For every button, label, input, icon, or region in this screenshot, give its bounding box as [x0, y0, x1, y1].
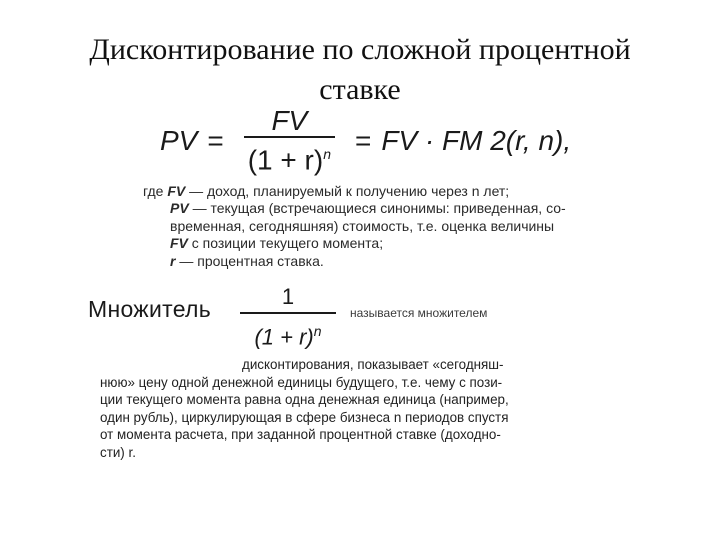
paragraph-line: ции текущего момента равна одна денежная единица (например,: [100, 392, 509, 407]
def-symbol: FV: [167, 183, 186, 199]
paragraph-line: сти) r.: [100, 444, 136, 460]
multiplier-denominator: [254, 316, 321, 352]
multiplier-numerator: 1: [281, 284, 295, 309]
explanation-paragraph: [100, 356, 530, 461]
def-prefix: где: [143, 183, 168, 199]
def-symbol: r: [170, 252, 176, 269]
def-text: с позиции текущего момента;: [187, 235, 384, 252]
multiplier-den-base: (1 + r): [254, 324, 314, 350]
def-text: — доход, планируемый к получению через n лет;: [185, 183, 510, 199]
pv-formula: [160, 104, 572, 176]
multiplier-label: Множитель: [88, 296, 212, 322]
formula-equals-2: =: [354, 125, 372, 156]
def-symbol: PV: [170, 200, 189, 217]
paragraph-line: от момента расчета, при заданной процентной ставке (доходно-: [100, 427, 501, 442]
title-line-1: Дисконтирование по сложной процентной: [89, 33, 631, 66]
definitions-block: [143, 183, 613, 270]
formula-equals-1: =: [207, 125, 224, 156]
definition-row: [143, 253, 613, 270]
title-line-2: ставке: [319, 73, 401, 106]
formula-denominator: [244, 138, 335, 176]
formula-den-exp: n: [323, 145, 331, 162]
fraction-bar: [240, 312, 336, 314]
definition-row: [143, 235, 613, 252]
definition-row: [143, 183, 613, 200]
def-text: временная, сегодняшняя) стоимость, т.е. оценка величины: [170, 217, 555, 234]
formula-lhs: PV: [160, 125, 198, 156]
formula-fraction: [244, 106, 335, 176]
formula-den-base: (1 + r): [247, 144, 324, 176]
multiplier-caption: называется множителем: [350, 306, 488, 320]
multiplier-den-exp: n: [313, 323, 322, 339]
paragraph-line: дисконтирования, показывает «сегодняш-: [242, 357, 504, 372]
slide-title: [40, 30, 680, 110]
formula-numerator: FV: [271, 104, 308, 136]
formula-rhs: FV · FM 2(r, n),: [381, 125, 572, 156]
paragraph-line: нюю» цену одной денежной единицы будущего, т.е. чему с пози-: [100, 374, 503, 390]
multiplier-fraction: [240, 284, 336, 352]
paragraph-line: один рубль), циркулирующая в сфере бизнеса n периодов спустя: [100, 409, 509, 425]
def-symbol: FV: [170, 235, 188, 252]
def-text: — процентная ставка.: [175, 252, 324, 269]
def-text: — текущая (встречающиеся синонимы: приведенная, со-: [188, 200, 566, 217]
definition-row: [143, 200, 613, 217]
definition-row: [143, 218, 613, 235]
